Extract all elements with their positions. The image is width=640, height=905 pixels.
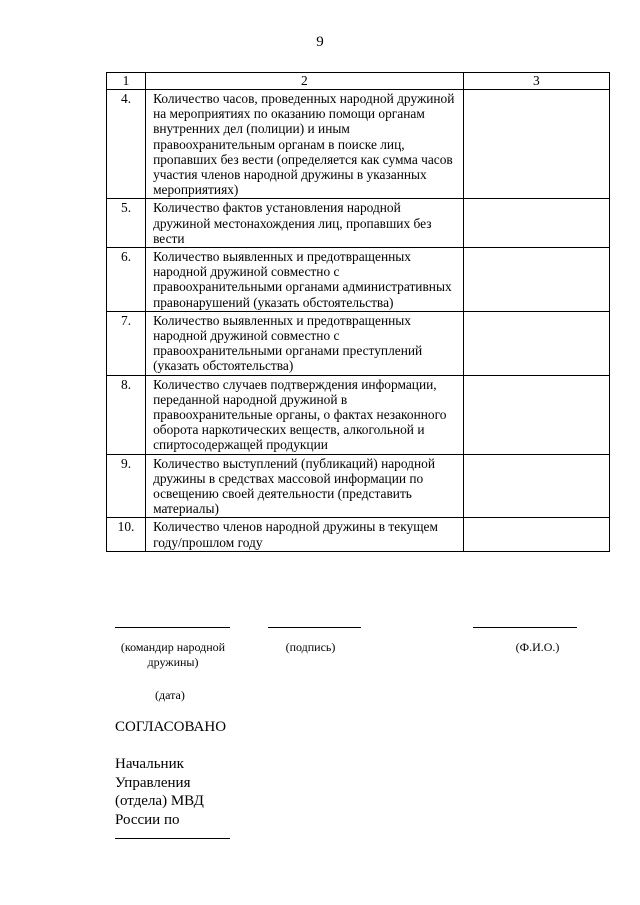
row-number: 4. [107, 90, 146, 199]
row-number: 10. [107, 518, 146, 551]
row-description: Количество фактов установления народной дружиной местонахождения лиц, пропавших без вести [146, 199, 464, 248]
full-name-line[interactable] [473, 627, 577, 628]
approval-line: (отдела) МВД [115, 793, 204, 809]
approval-line: Управления [115, 774, 191, 791]
row-description: Количество выступлений (публикаций) народной дружины в средствах массовой информации по освещению своей деятельности (представить материалы) [146, 454, 464, 518]
row-value-cell[interactable] [463, 454, 609, 518]
row-number: 9. [107, 454, 146, 518]
table-row [107, 90, 610, 199]
full-name-label: (Ф.И.О.) [515, 640, 560, 654]
approval-block [115, 755, 204, 829]
row-value-cell[interactable] [463, 248, 609, 312]
commander-label-line2: дружины) [147, 655, 199, 669]
date-label: (дата) [155, 688, 185, 702]
row-number: 5. [107, 199, 146, 248]
row-value-cell[interactable] [463, 518, 609, 551]
table-row [107, 199, 610, 248]
signature-label: (подпись) [285, 640, 336, 654]
row-description: Количество случаев подтверждения информации, переданной народной дружиной в правоохранительные органы, о фактах незаконного оборота наркотических веществ, алкогольной и спиртосодержащей продукции [146, 375, 464, 454]
column-header: 1 [107, 73, 146, 90]
row-value-cell[interactable] [463, 90, 609, 199]
page-number: 9 [316, 34, 324, 50]
approval-line: Начальник [115, 756, 184, 772]
row-description: Количество членов народной дружины в текущем году/прошлом году [146, 518, 464, 551]
table-row [107, 375, 610, 454]
approval-line: России по [115, 811, 180, 828]
commander-signature-line[interactable] [115, 627, 230, 628]
table-row [107, 311, 610, 375]
table-row [107, 248, 610, 312]
row-value-cell[interactable] [463, 199, 609, 248]
row-value-cell[interactable] [463, 311, 609, 375]
approval-signature-line[interactable] [115, 838, 230, 839]
row-description: Количество часов, проведенных народной дружиной на мероприятиях по оказанию помощи органам внутренних дел (полиции) и иным правоохранительным органам в поиске лиц, пропавших без вести (определяется как сумма часов участия членов народной дружины в указанных мероприятиях) [146, 90, 464, 199]
signature-line[interactable] [268, 627, 361, 628]
row-number: 7. [107, 311, 146, 375]
row-description: Количество выявленных и предотвращенных народной дружиной совместно с правоохранительными органами преступлений (указать обстоятельства) [146, 311, 464, 375]
table-row [107, 518, 610, 551]
table-row [107, 454, 610, 518]
row-value-cell[interactable] [463, 375, 609, 454]
row-number: 8. [107, 375, 146, 454]
table-header-row [107, 73, 610, 90]
column-header: 2 [146, 73, 464, 90]
column-header: 3 [463, 73, 609, 90]
report-table [106, 72, 610, 552]
approval-title: СОГЛАСОВАНО [115, 719, 227, 735]
row-description: Количество выявленных и предотвращенных народной дружиной совместно с правоохранительными органами административных правонарушений (указать обстоятельства) [146, 248, 464, 312]
commander-label [110, 640, 236, 670]
row-number: 6. [107, 248, 146, 312]
commander-label-line1: (командир народной [120, 640, 226, 654]
